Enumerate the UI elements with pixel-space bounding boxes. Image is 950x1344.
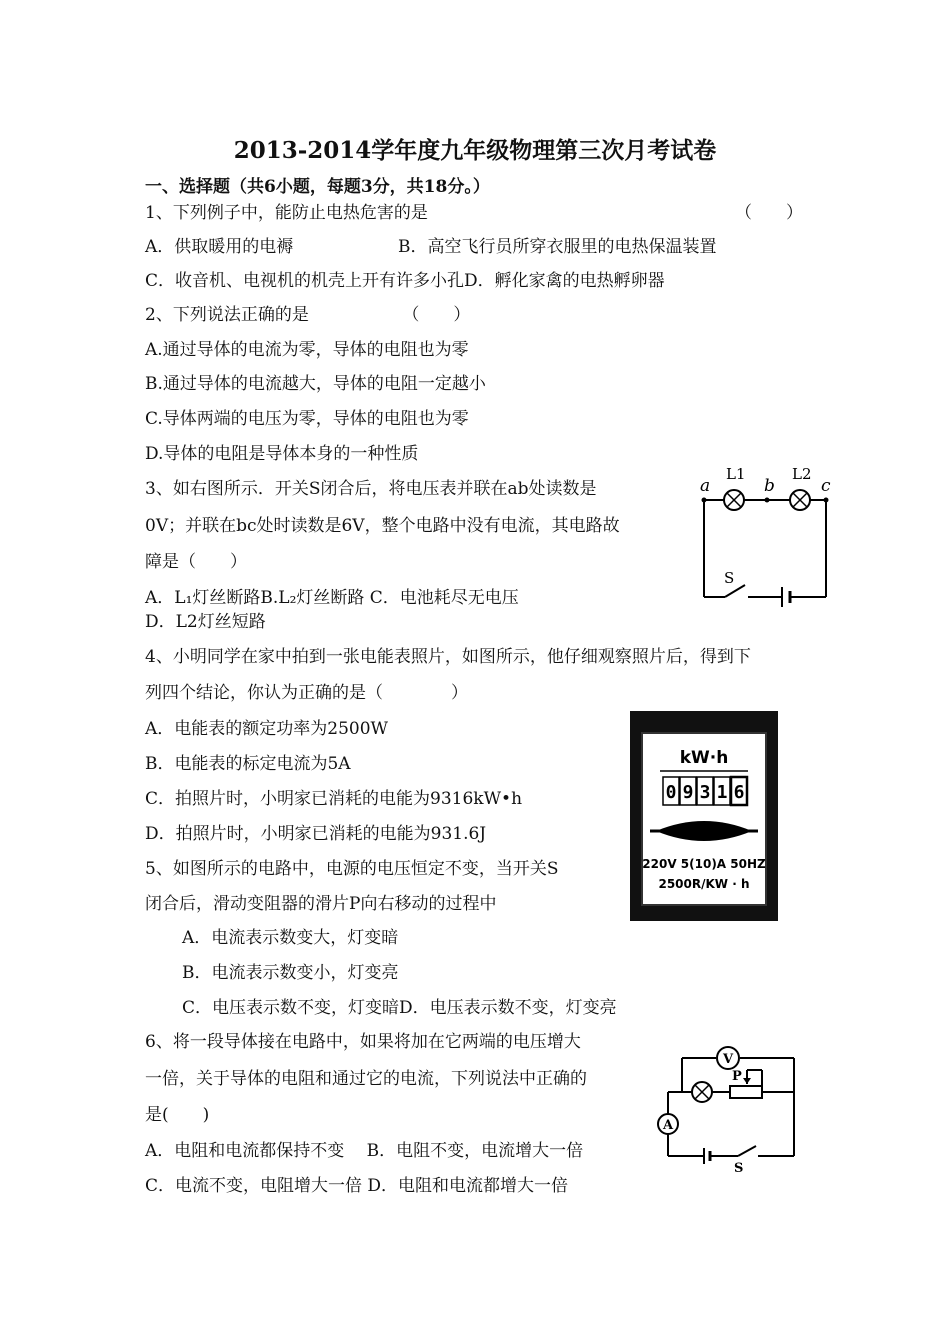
q4-option-d: D．拍照片时，小明家已消耗的电能为931.6J (145, 824, 487, 844)
meter-digit-3: 3 (699, 782, 711, 803)
lamp-l2-icon (790, 490, 810, 510)
lamp-icon (692, 1082, 712, 1102)
electric-meter-photo (630, 711, 778, 921)
page-title: 2013-2014学年度九年级物理第三次月考试卷 (233, 137, 717, 164)
point-a-label: a (700, 476, 711, 496)
q6-option-ab: A．电阻和电流都保持不变 B．电阻不变，电流增大一倍 (145, 1141, 584, 1161)
q4-line2: 列四个结论，你认为正确的是（ ） (145, 683, 468, 703)
voltmeter-label: V (722, 1052, 734, 1067)
meter-spec-voltage: 220V 5(10)A 50HZ (642, 857, 766, 871)
ammeter-icon (658, 1114, 678, 1134)
q2-option-c: C.导体两端的电压为零，导体的电阻也为零 (145, 409, 469, 429)
q1-option-cd: C．收音机、电视机的机壳上开有许多小孔D．孵化家禽的电热孵卵器 (145, 271, 665, 291)
q4-option-c: C．拍照片时，小明家已消耗的电能为9316kW•h (145, 789, 523, 809)
q6-option-cd: C．电流不变，电阻增大一倍 D．电阻和电流都增大一倍 (145, 1176, 569, 1196)
section-heading: 一、选择题（共6小题，每题3分，共18分。） (145, 177, 490, 197)
q5-option-a: A．电流表示数变大，灯变暗 (182, 928, 399, 948)
q5-option-cd: C．电压表示数不变，灯变暗D．电压表示数不变，灯变亮 (182, 998, 617, 1018)
q3-circuit-diagram (690, 455, 840, 615)
q1-answer-paren: （ ） (735, 203, 803, 223)
meter-digit-2: 9 (682, 782, 694, 803)
point-c-label: c (821, 476, 831, 496)
q1-option-a: A．供取暖用的电褥 (145, 237, 294, 257)
q5-option-b: B．电流表示数变小，灯变亮 (182, 963, 399, 983)
q5-line2: 闭合后，滑动变阻器的滑片P向右移动的过程中 (145, 894, 497, 914)
q4-line1: 4、小明同学在家中拍到一张电能表照片，如图所示，他仔细观察照片后，得到下 (145, 647, 751, 667)
q3-line2: 0V；并联在bc处时读数是6V，整个电路中没有电流，其电路故 (145, 516, 620, 536)
meter-digit-window (663, 777, 747, 805)
q3-option-abc: A．L₁灯丝断路B.L₂灯丝断路 C．电池耗尽无电压 (145, 588, 519, 608)
q6-line3: 是( ) (145, 1105, 210, 1125)
switch-s-label: S (724, 569, 735, 587)
meter-digit-4: 1 (716, 782, 728, 803)
q3-line1: 3、如右图所示．开关S闭合后，将电压表并联在ab处读数是 (145, 479, 597, 499)
lamp-l1-icon (724, 490, 744, 510)
slider-p-label: P (732, 1069, 742, 1084)
switch-s-label-2: S (734, 1161, 744, 1175)
q6-line2: 一倍，关于导体的电阻和通过它的电流，下列说法中正确的 (145, 1069, 587, 1089)
point-b-label: b (764, 476, 775, 496)
meter-unit: kW·h (679, 748, 729, 768)
voltmeter-icon (717, 1047, 739, 1069)
meter-digit-5: 6 (733, 782, 745, 803)
q2-option-b: B.通过导体的电流越大，导体的电阻一定越小 (145, 374, 486, 394)
q2-option-d: D.导体的电阻是导体本身的一种性质 (145, 444, 419, 464)
meter-digit-1: 0 (665, 782, 677, 803)
q1-option-b: B．高空飞行员所穿衣服里的电热保温装置 (398, 237, 717, 257)
lamp-l2-label: L2 (792, 465, 812, 483)
q1-stem: 1、下列例子中，能防止电热危害的是 (145, 203, 428, 223)
q6-line1: 6、将一段导体接在电路中，如果将加在它两端的电压增大 (145, 1032, 581, 1052)
ammeter-label: A (662, 1118, 674, 1133)
q4-option-a: A．电能表的额定功率为2500W (145, 719, 389, 739)
q5-circuit-diagram (652, 1040, 812, 1175)
q2-option-a: A.通过导体的电流为零，导体的电阻也为零 (145, 340, 469, 360)
lamp-l1-label: L1 (726, 465, 746, 483)
meter-spec-revolutions: 2500R/KW · h (658, 877, 750, 891)
q5-line1: 5、如图所示的电路中，电源的电压恒定不变，当开关S (145, 859, 559, 879)
q3-line3: 障是（ ） (145, 552, 247, 572)
q3-option-d: D．L2灯丝短路 (145, 612, 266, 632)
q2-stem: 2、下列说法正确的是 （ ） (145, 305, 471, 325)
q4-option-b: B．电能表的标定电流为5A (145, 754, 351, 774)
